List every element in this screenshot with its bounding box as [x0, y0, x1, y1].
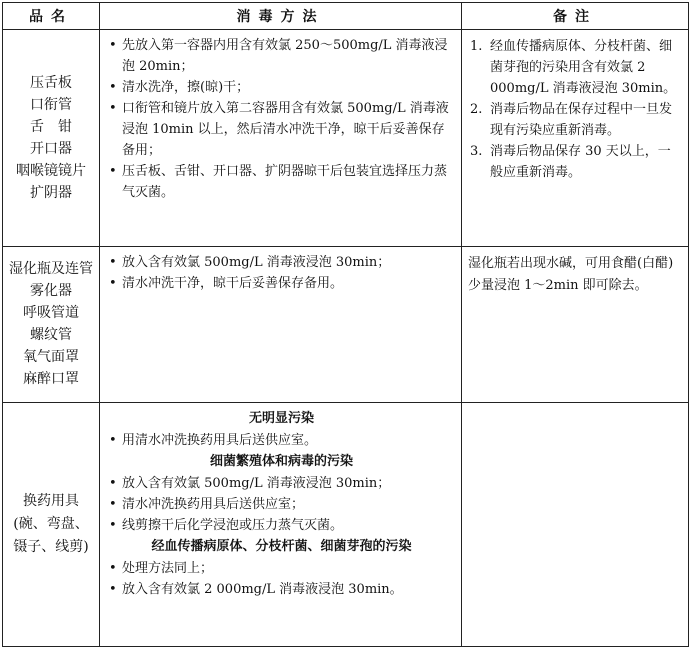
table-row	[3, 247, 689, 402]
item-name: 麻醉口罩	[23, 371, 79, 388]
method-item: • 清水洗净，擦(晾)干；	[108, 77, 455, 98]
header-row	[3, 3, 689, 30]
header-method: 消毒方法	[100, 3, 462, 30]
note-text: 湿化瓶若出现水碱，可用食醋(白醋)少量浸泡 1～2min 即可除去。	[468, 256, 674, 294]
item-names-cell	[3, 402, 100, 646]
note-cell-empty	[462, 402, 689, 646]
method-item: • 压舌板、舌钳、开口器、扩阴器晾干后包装宜选择压力蒸气灭菌。	[108, 161, 455, 203]
method-item: • 口衔管和镜片放入第二容器用含有效氯 500mg/L 消毒液浸泡 10min 以上，然后清水冲洗干净，晾干后妥善保存备用；	[108, 98, 455, 161]
method-item: • 放入含有效氯 500mg/L 消毒液浸泡 30min；	[108, 252, 455, 273]
table-row	[3, 402, 689, 646]
note-cell	[462, 30, 689, 247]
note-item: 3. 消毒后物品保存 30 天以上，一般应重新消毒。	[470, 144, 671, 180]
disinfection-table	[2, 2, 689, 647]
method-cell	[100, 402, 462, 646]
item-name: 换药用具	[23, 492, 79, 509]
method-item: • 清水冲洗换药用具后送供应室；	[108, 494, 455, 515]
item-name: 镊子、线剪)	[13, 538, 89, 555]
item-names-cell	[3, 30, 100, 247]
note-text: 经血传播病原体、分枝杆菌、细菌芽孢的污染用含有效氯 2 000mg/L 消毒液浸泡 30min。	[490, 39, 677, 96]
method-item: • 放入含有效氯 2 000mg/L 消毒液浸泡 30min。	[108, 579, 455, 600]
item-name: 氧气面罩	[23, 349, 79, 366]
item-name: 湿化瓶及连管	[9, 261, 93, 278]
method-item: • 线剪擦干后化学浸泡或压力蒸气灭菌。	[108, 515, 455, 536]
note-item: 1. 经血传播病原体、分枝杆菌、细菌芽孢的污染用含有效氯 2 000mg/L 消毒液浸泡 30min。	[470, 39, 677, 96]
header-item-name: 品名	[3, 3, 100, 30]
item-name: 咽喉镜镜片	[16, 163, 86, 180]
section-title: 无明显污染	[248, 410, 314, 426]
method-item: • 先放入第一容器内用含有效氯 250～500mg/L 消毒液浸泡 20min；	[108, 35, 455, 77]
item-name: 雾化器	[30, 283, 72, 300]
method-item: • 清水冲洗干净，晾干后妥善保存备用。	[108, 273, 455, 294]
header-note: 备注	[462, 3, 689, 30]
item-name: 扩阴器	[30, 185, 72, 202]
item-name: 口衔管	[30, 97, 72, 114]
item-names-cell	[3, 247, 100, 402]
section-title: 细菌繁殖体和病毒的污染	[209, 453, 353, 469]
item-name: 舌 钳	[30, 119, 72, 136]
note-text: 消毒后物品在保存过程中一旦发现有污染应重新消毒。	[490, 102, 673, 138]
method-item: • 用清水冲洗换药用具后送供应室。	[108, 430, 455, 451]
item-name: 螺纹管	[30, 327, 72, 344]
method-cell	[100, 247, 462, 402]
method-item: • 放入含有效氯 500mg/L 消毒液浸泡 30min；	[108, 473, 455, 494]
method-item: • 处理方法同上；	[108, 558, 455, 579]
item-name: 开口器	[30, 141, 72, 158]
item-name: 呼吸管道	[23, 305, 79, 322]
table-row	[3, 30, 689, 247]
note-item: 2. 消毒后物品在保存过程中一旦发现有污染应重新消毒。	[470, 102, 673, 138]
item-name: (碗、弯盘、	[13, 515, 89, 532]
method-cell	[100, 30, 462, 247]
section-title: 经血传播病原体、分枝杆菌、细菌芽孢的污染	[151, 538, 412, 554]
note-cell	[462, 247, 689, 402]
item-name: 压舌板	[30, 75, 72, 92]
note-text: 消毒后物品保存 30 天以上，一般应重新消毒。	[490, 144, 671, 180]
